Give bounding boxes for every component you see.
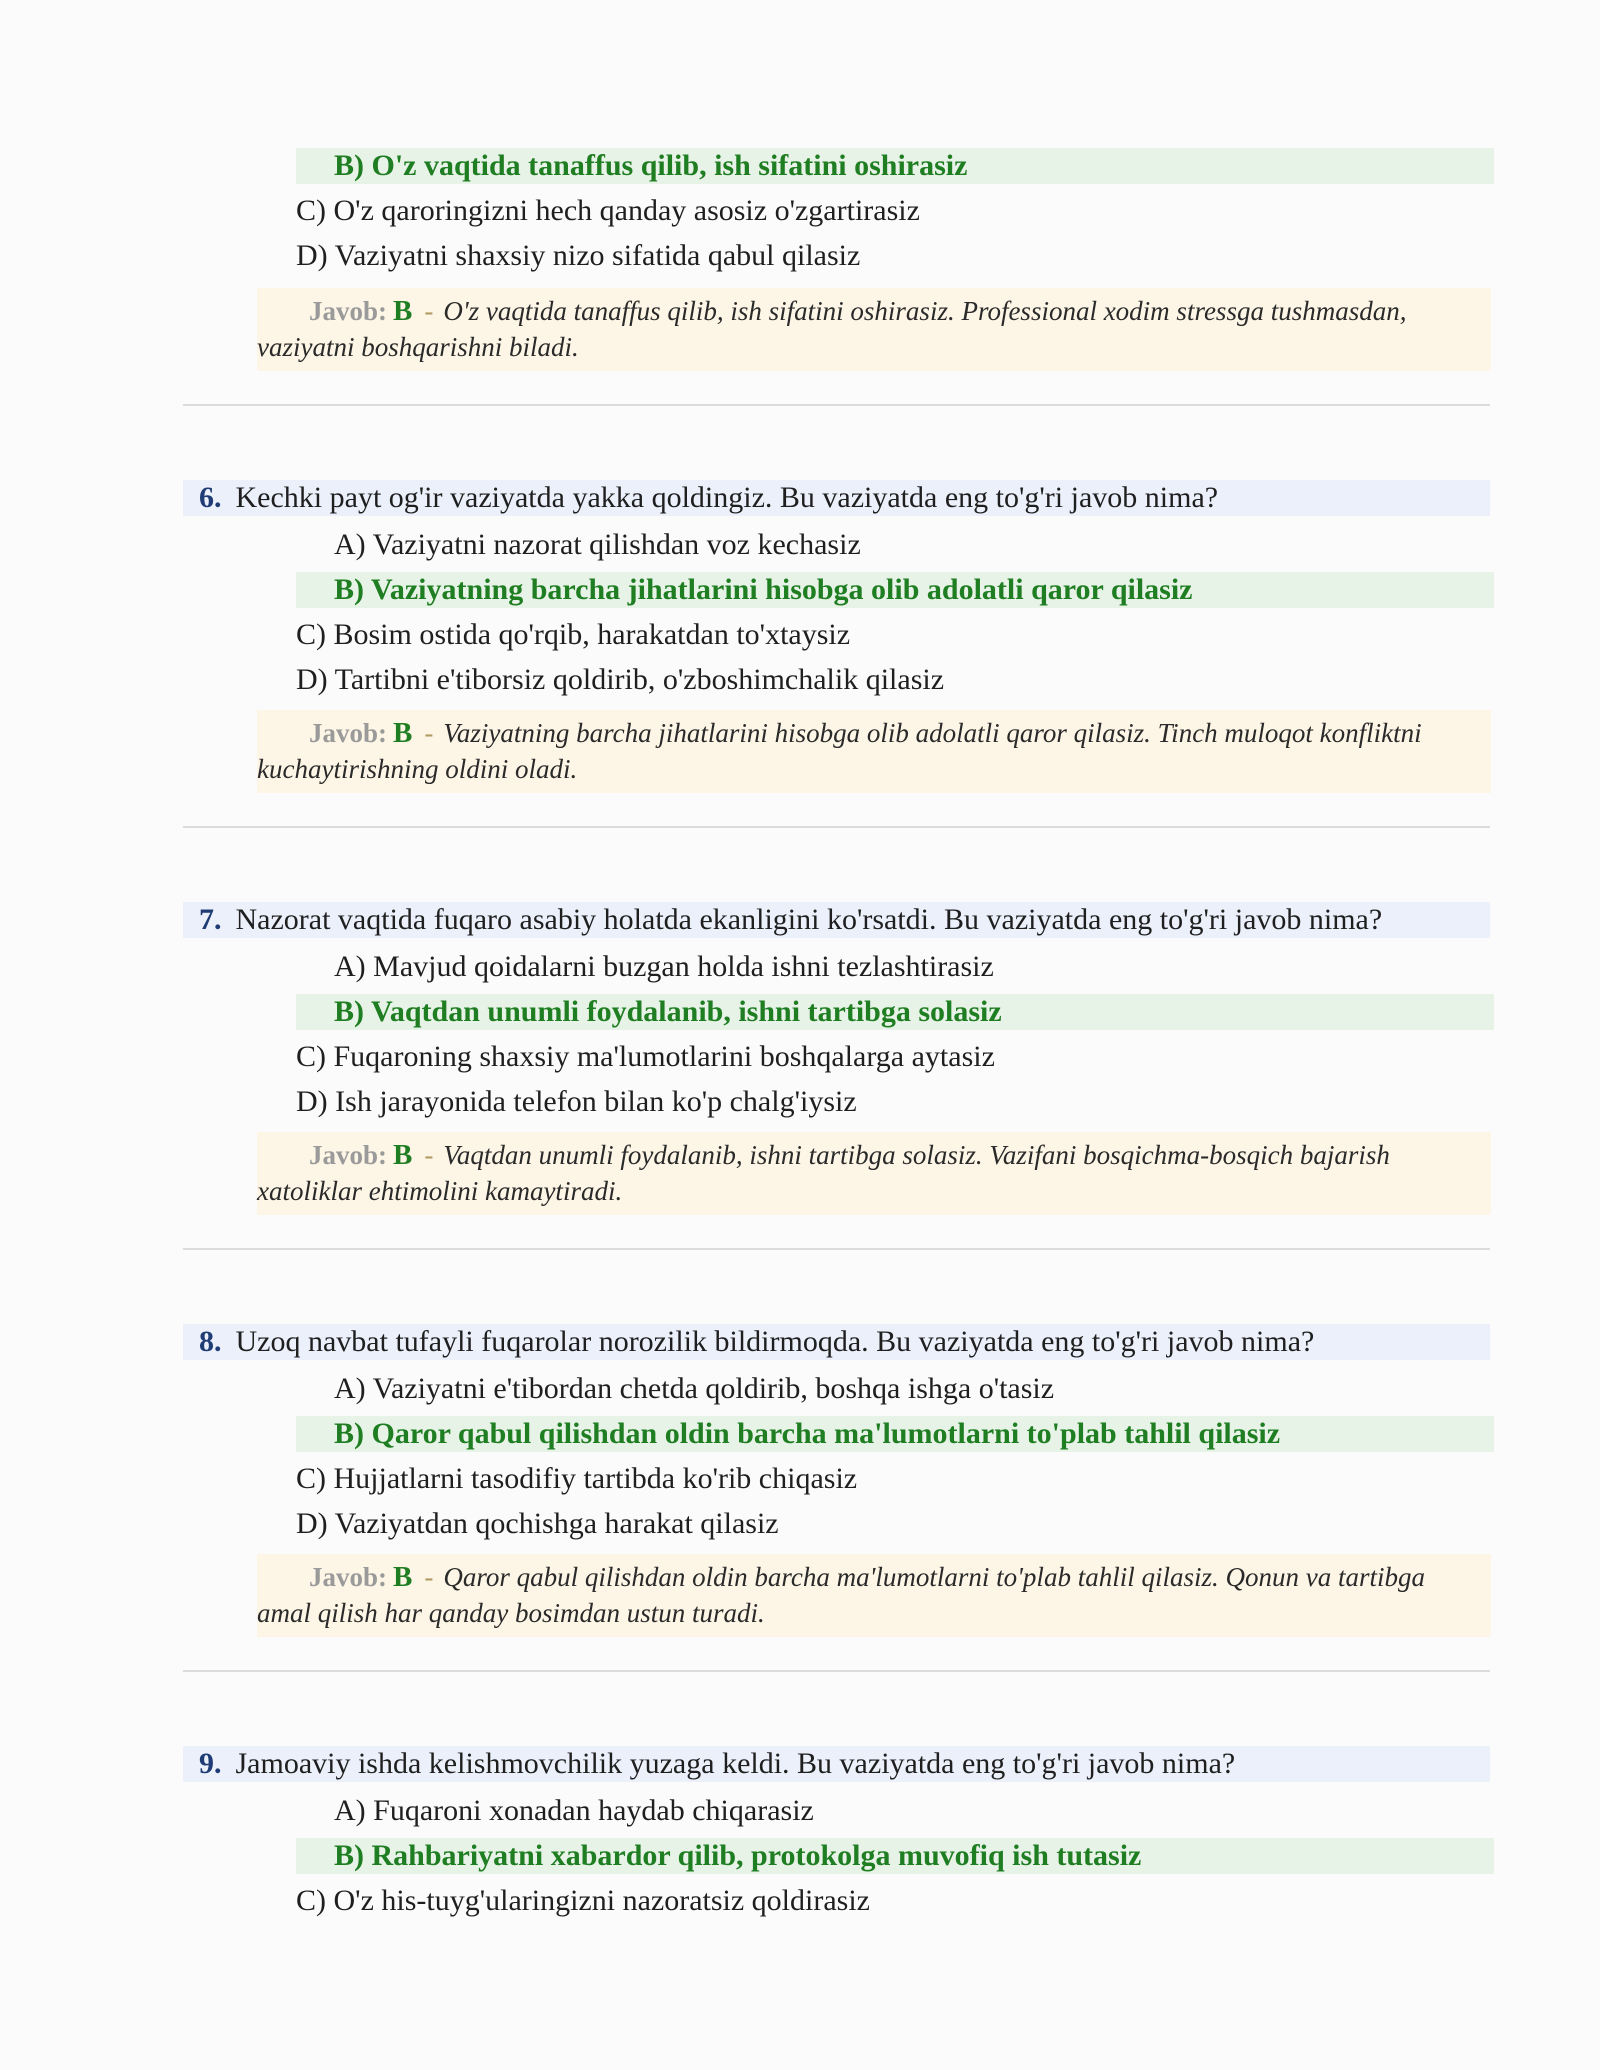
option-c: C) O'z qaroringizni hech qanday asosiz o'zgartirasiz — [296, 194, 920, 227]
question-text: Jamoaviy ishda kelishmovchilik yuzaga keldi. Bu vaziyatda eng to'g'ri javob nima? — [235, 1747, 1236, 1780]
answer-box — [257, 710, 1491, 793]
option-a: A) Vaziyatni e'tibordan chetda qoldirib, boshqa ishga o'tasiz — [334, 1372, 1055, 1405]
option-c: C) Hujjatlarni tasodifiy tartibda ko'rib chiqasiz — [296, 1462, 858, 1495]
section-divider — [183, 826, 1490, 828]
option-d: D) Vaziyatni shaxsiy nizo sifatida qabul qilasiz — [296, 239, 861, 272]
question-text: Uzoq navbat tufayli fuqarolar norozilik bildirmoqda. Bu vaziyatda eng to'g'ri javob nima? — [235, 1325, 1315, 1358]
section-divider — [183, 1670, 1490, 1672]
question-number: 9. — [199, 1747, 222, 1780]
question-number: 7. — [199, 903, 222, 936]
answer-letter: B — [393, 1139, 413, 1171]
answer-dash: - — [424, 1562, 434, 1592]
question-8 — [183, 1324, 1490, 1360]
option-c: C) O'z his-tuyg'ularingizni nazoratsiz qoldirasiz — [296, 1884, 870, 1917]
question-7 — [183, 902, 1490, 938]
option-a: A) Fuqaroni xonadan haydab chiqarasiz — [334, 1794, 814, 1827]
option-a: A) Mavjud qoidalarni buzgan holda ishni tezlashtirasiz — [334, 950, 994, 983]
option-b-correct: B) Vaqtdan unumli foydalanib, ishni tartibga solasiz — [296, 994, 1494, 1030]
answer-dash: - — [424, 1140, 434, 1170]
answer-label: Javob: — [309, 296, 388, 326]
answer-label: Javob: — [309, 718, 388, 748]
answer-explanation: O'z vaqtida tanaffus qilib, ish sifatini oshirasiz. Professional xodim stressga tushmasdan, vaziyatni boshqarishni biladi. — [257, 296, 1407, 362]
answer-letter: B — [393, 717, 413, 749]
question-9 — [183, 1746, 1490, 1782]
question-text: Kechki payt og'ir vaziyatda yakka qoldingiz. Bu vaziyatda eng to'g'ri javob nima? — [235, 481, 1219, 514]
answer-explanation: Vaziyatning barcha jihatlarini hisobga olib adolatli qaror qilasiz. Tinch muloqot konfliktni kuchaytirishning oldini oladi. — [257, 718, 1422, 784]
answer-box — [257, 1554, 1491, 1637]
answer-explanation: Qaror qabul qilishdan oldin barcha ma'lumotlarni to'plab tahlil qilasiz. Qonun va tartibga amal qilish har qanday bosimdan ustun turadi. — [257, 1562, 1425, 1628]
question-text: Nazorat vaqtida fuqaro asabiy holatda ekanligini ko'rsatdi. Bu vaziyatda eng to'g'ri javob nima? — [235, 903, 1383, 936]
option-b-correct: B) Rahbariyatni xabardor qilib, protokolga muvofiq ish tutasiz — [296, 1838, 1494, 1874]
option-b-correct: B) O'z vaqtida tanaffus qilib, ish sifatini oshirasiz — [296, 148, 1494, 184]
option-c: C) Bosim ostida qo'rqib, harakatdan to'xtaysiz — [296, 618, 851, 651]
question-6 — [183, 480, 1490, 516]
option-d: D) Vaziyatdan qochishga harakat qilasiz — [296, 1507, 779, 1540]
answer-label: Javob: — [309, 1140, 388, 1170]
section-divider — [183, 404, 1490, 406]
option-d: D) Ish jarayonida telefon bilan ko'p chalg'iysiz — [296, 1085, 857, 1118]
answer-label: Javob: — [309, 1562, 388, 1592]
answer-dash: - — [424, 718, 434, 748]
answer-box — [257, 288, 1491, 371]
option-b-correct: B) Vaziyatning barcha jihatlarini hisobga olib adolatli qaror qilasiz — [296, 572, 1494, 608]
option-a: A) Vaziyatni nazorat qilishdan voz kechasiz — [334, 528, 861, 561]
answer-letter: B — [393, 1561, 413, 1593]
answer-explanation: Vaqtdan unumli foydalanib, ishni tartibga solasiz. Vazifani bosqichma-bosqich bajarish xatoliklar ehtimolini kamaytiradi. — [257, 1140, 1390, 1206]
answer-dash: - — [424, 296, 434, 326]
option-d: D) Tartibni e'tiborsiz qoldirib, o'zboshimchalik qilasiz — [296, 663, 945, 696]
option-c: C) Fuqaroning shaxsiy ma'lumotlarini boshqalarga aytasiz — [296, 1040, 995, 1073]
section-divider — [183, 1248, 1490, 1250]
answer-box — [257, 1132, 1491, 1215]
answer-letter: B — [393, 295, 413, 327]
option-b-correct: B) Qaror qabul qilishdan oldin barcha ma'lumotlarni to'plab tahlil qilasiz — [296, 1416, 1494, 1452]
question-number: 8. — [199, 1325, 222, 1358]
question-number: 6. — [199, 481, 222, 514]
